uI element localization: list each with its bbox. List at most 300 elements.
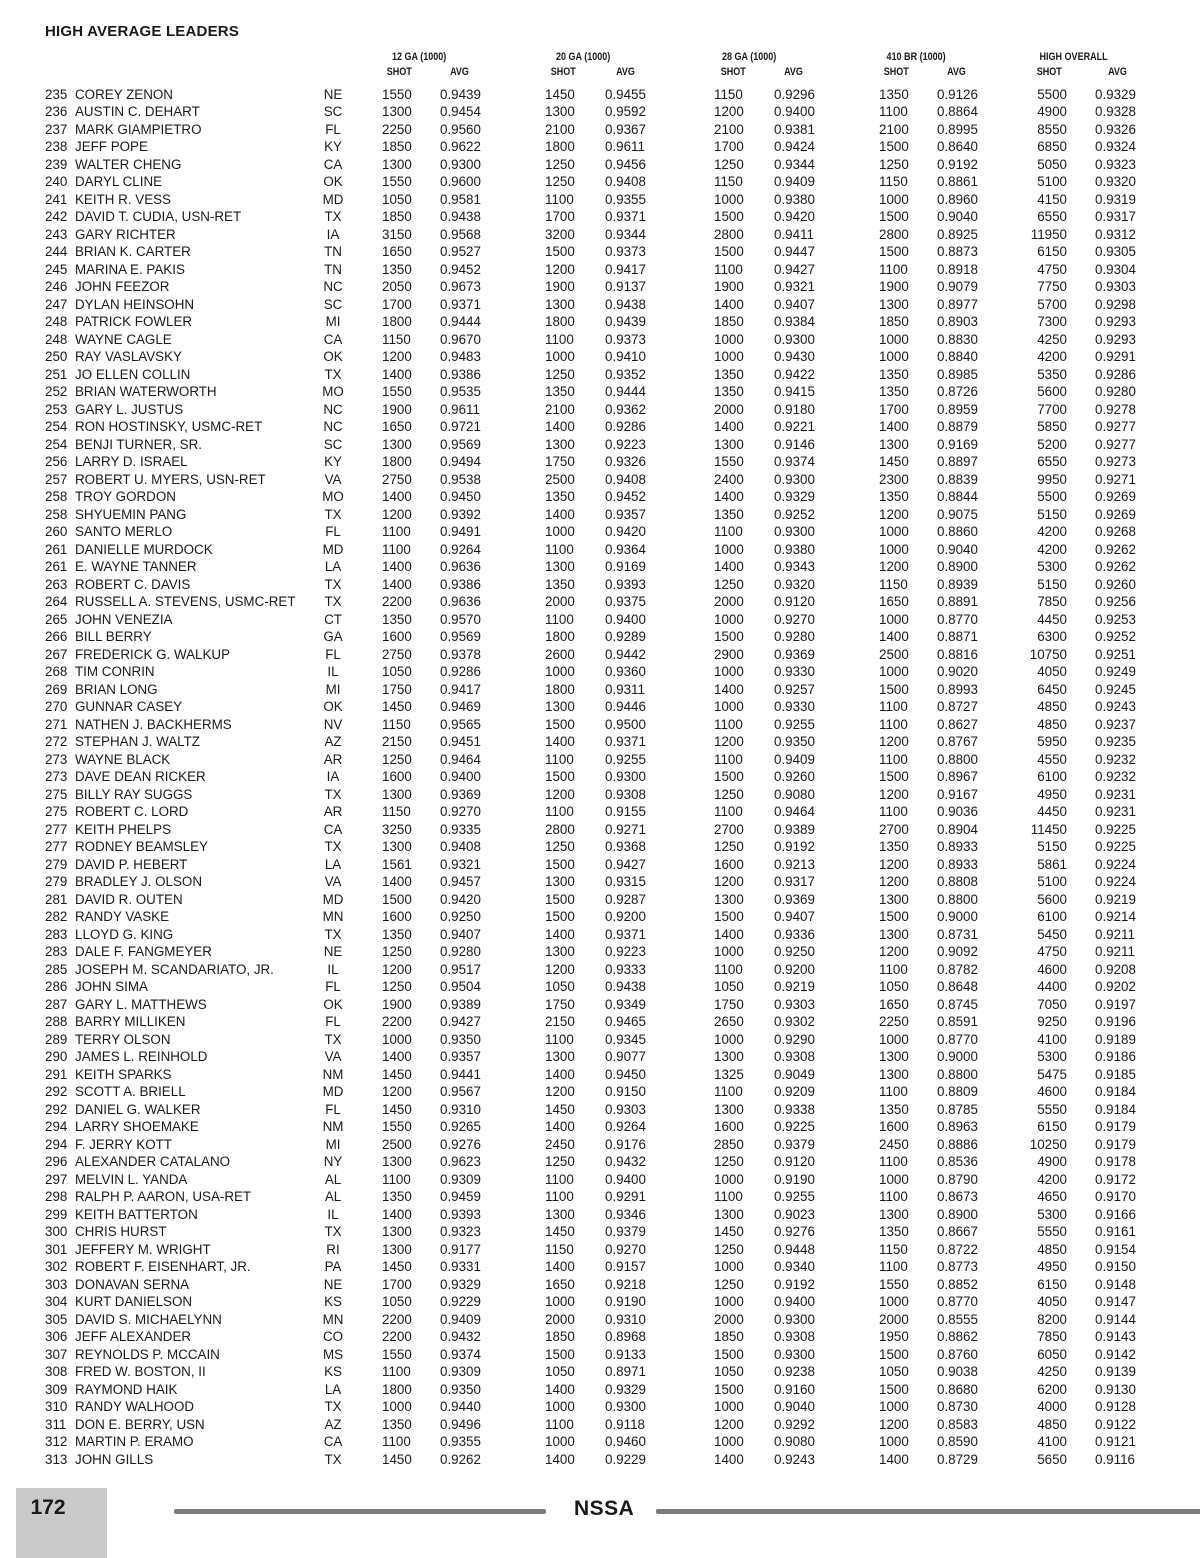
- shot-28ga: 1600: [714, 856, 744, 872]
- shot-high-overall: 4850: [1037, 716, 1067, 732]
- shot-410br: 1200: [879, 559, 909, 574]
- shot-12ga: 2050: [382, 279, 412, 294]
- shot-28ga: 2900: [714, 646, 744, 662]
- shot-high-overall: 6550: [1037, 454, 1067, 469]
- shot-high-overall: 4750: [1037, 944, 1067, 959]
- state-code: OK: [323, 349, 343, 364]
- shot-410br: 1000: [879, 541, 909, 557]
- avg-20ga: 0.9438: [605, 979, 646, 994]
- state-code: FL: [325, 524, 341, 539]
- shot-28ga: 1850: [714, 1329, 744, 1344]
- shot-high-overall: 4400: [1037, 979, 1067, 994]
- shot-20ga: 1500: [545, 856, 575, 872]
- state-code: GA: [323, 629, 343, 644]
- shot-28ga: 1300: [714, 436, 744, 452]
- shot-20ga: 1000: [545, 664, 575, 679]
- shooter-name: DAVID T. CUDIA, USN-RET: [75, 209, 242, 224]
- state-code: TX: [324, 209, 342, 224]
- shot-20ga: 1850: [545, 1329, 575, 1344]
- shot-12ga: 1350: [382, 1189, 412, 1204]
- avg-20ga: 0.9410: [605, 349, 646, 364]
- avg-20ga: 0.9218: [605, 1276, 646, 1292]
- table-row: [0, 681, 1200, 699]
- shot-high-overall: 5475: [1037, 1066, 1067, 1082]
- shot-20ga: 1000: [545, 1399, 575, 1414]
- rank: 253: [45, 401, 68, 417]
- avg-12ga: 0.9408: [440, 839, 481, 854]
- shot-20ga: 1300: [545, 296, 575, 312]
- avg-high-overall: 0.9271: [1095, 471, 1136, 487]
- shot-20ga: 2100: [545, 121, 575, 137]
- shot-410br: 2450: [879, 1136, 909, 1152]
- rank: 251: [45, 366, 68, 382]
- table-row: [0, 1171, 1200, 1189]
- avg-410br: 0.8871: [937, 629, 978, 644]
- rank: 248: [45, 314, 68, 329]
- avg-high-overall: 0.9317: [1095, 209, 1136, 224]
- avg-high-overall: 0.9225: [1095, 839, 1136, 854]
- shot-28ga: 2100: [714, 121, 744, 137]
- avg-high-overall: 0.9231: [1095, 804, 1136, 819]
- shooter-name: E. WAYNE TANNER: [75, 559, 197, 574]
- avg-20ga: 0.9271: [605, 821, 646, 837]
- shot-28ga: 1400: [714, 681, 744, 697]
- state-code: RI: [326, 1241, 340, 1257]
- shot-28ga: 1250: [714, 1241, 744, 1257]
- avg-28ga: 0.9238: [774, 1364, 815, 1379]
- avg-high-overall: 0.9178: [1095, 1154, 1136, 1169]
- shooter-name: SANTO MERLO: [75, 524, 173, 539]
- shot-12ga: 1800: [382, 314, 412, 329]
- shot-20ga: 1800: [545, 139, 575, 154]
- avg-28ga: 0.9424: [774, 139, 815, 154]
- shot-high-overall: 4650: [1037, 1189, 1067, 1204]
- rank: 290: [45, 1049, 68, 1064]
- avg-28ga: 0.9464: [774, 804, 815, 819]
- avg-12ga: 0.9491: [440, 524, 481, 539]
- avg-high-overall: 0.9166: [1095, 1206, 1136, 1222]
- table-row: [0, 383, 1200, 401]
- shot-20ga: 1100: [545, 804, 574, 819]
- shot-20ga: 1100: [545, 751, 574, 767]
- avg-28ga: 0.9250: [774, 944, 815, 959]
- avg-28ga: 0.9330: [774, 699, 815, 714]
- shot-410br: 1300: [879, 436, 909, 452]
- avg-20ga: 0.9200: [605, 909, 646, 924]
- rank: 254: [45, 419, 68, 434]
- shooter-name: JO ELLEN COLLIN: [75, 366, 191, 382]
- table-row: [0, 926, 1200, 944]
- avg-28ga: 0.9303: [774, 996, 815, 1012]
- shot-high-overall: 6150: [1037, 244, 1067, 259]
- avg-12ga: 0.9568: [440, 226, 481, 242]
- rank: 312: [45, 1434, 68, 1449]
- avg-12ga: 0.9386: [440, 576, 481, 592]
- avg-12ga: 0.9569: [440, 436, 481, 452]
- shot-410br: 1000: [879, 1171, 909, 1187]
- shot-410br: 1300: [879, 1049, 909, 1064]
- shot-20ga: 1300: [545, 104, 575, 119]
- shot-12ga: 1250: [382, 751, 412, 767]
- shot-12ga: 1600: [382, 769, 412, 784]
- shot-410br: 1300: [879, 891, 909, 907]
- shot-high-overall: 7700: [1037, 401, 1067, 417]
- shot-high-overall: 5150: [1037, 576, 1067, 592]
- table-row: [0, 103, 1200, 121]
- state-code: CO: [322, 1329, 344, 1344]
- avg-20ga: 0.9264: [605, 1119, 646, 1134]
- table-row: [0, 1258, 1200, 1276]
- avg-28ga: 0.9120: [774, 1154, 815, 1169]
- shot-28ga: 1200: [714, 874, 744, 889]
- avg-12ga: 0.9483: [440, 349, 481, 364]
- avg-28ga: 0.9447: [774, 244, 815, 259]
- state-code: MD: [322, 891, 344, 907]
- shot-high-overall: 6150: [1037, 1119, 1067, 1134]
- shot-410br: 1200: [879, 874, 909, 889]
- shot-20ga: 1300: [545, 1206, 575, 1222]
- avg-high-overall: 0.9291: [1095, 349, 1136, 364]
- shooter-name: BILL BERRY: [75, 629, 152, 644]
- shot-high-overall: 4750: [1037, 261, 1067, 277]
- avg-410br: 0.8591: [937, 1014, 978, 1029]
- shot-20ga: 1100: [545, 331, 574, 347]
- shot-410br: 1100: [879, 1259, 908, 1274]
- avg-high-overall: 0.9179: [1095, 1119, 1136, 1134]
- avg-high-overall: 0.9147: [1095, 1294, 1136, 1309]
- shot-20ga: 1500: [545, 716, 575, 732]
- state-code: KY: [324, 454, 342, 469]
- shot-410br: 1100: [879, 1189, 908, 1204]
- shot-high-overall: 5500: [1037, 489, 1067, 504]
- shot-20ga: 1250: [545, 366, 575, 382]
- shot-20ga: 1300: [545, 874, 575, 889]
- avg-high-overall: 0.9211: [1095, 944, 1135, 959]
- shot-20ga: 1300: [545, 1049, 575, 1064]
- shot-12ga: 1000: [382, 1399, 412, 1414]
- shot-high-overall: 10250: [1029, 1136, 1067, 1152]
- shot-410br: 1000: [879, 1294, 909, 1309]
- shot-28ga: 1400: [714, 419, 744, 434]
- shooter-name: ROBERT C. LORD: [75, 804, 189, 819]
- shot-20ga: 1750: [545, 996, 575, 1012]
- avg-12ga: 0.9432: [440, 1329, 481, 1344]
- shot-28ga: 1300: [714, 1206, 744, 1222]
- shot-12ga: 1600: [382, 909, 412, 924]
- shot-28ga: 1250: [714, 576, 744, 592]
- avg-28ga: 0.9350: [774, 734, 815, 749]
- avg-410br: 0.8977: [937, 296, 978, 312]
- state-code: MD: [322, 1084, 344, 1099]
- rank: 250: [45, 349, 68, 364]
- avg-high-overall: 0.9278: [1095, 401, 1136, 417]
- rank: 279: [45, 874, 68, 889]
- rank: 291: [45, 1066, 68, 1082]
- shooter-name: BRIAN LONG: [75, 681, 158, 697]
- shooter-name: LLOYD G. KING: [75, 926, 174, 942]
- shot-410br: 1000: [879, 664, 909, 679]
- avg-12ga: 0.9440: [440, 1399, 481, 1414]
- shot-20ga: 1350: [545, 384, 575, 399]
- shot-high-overall: 4450: [1037, 611, 1067, 627]
- shooter-name: RODNEY BEAMSLEY: [75, 839, 208, 854]
- shot-12ga: 1550: [382, 86, 412, 102]
- avg-28ga: 0.9221: [774, 419, 815, 434]
- shot-410br: 1100: [879, 1084, 908, 1099]
- shot-28ga: 1150: [714, 174, 743, 189]
- shot-20ga: 1400: [545, 419, 575, 434]
- shot-20ga: 1400: [545, 506, 575, 522]
- rank: 271: [45, 716, 68, 732]
- avg-high-overall: 0.9196: [1095, 1014, 1136, 1029]
- shot-410br: 1200: [879, 856, 909, 872]
- shooter-name: GARY L. MATTHEWS: [75, 996, 207, 1012]
- state-code: NV: [323, 716, 343, 732]
- avg-20ga: 0.9450: [605, 1066, 646, 1082]
- avg-high-overall: 0.9170: [1095, 1189, 1136, 1204]
- avg-high-overall: 0.9323: [1095, 156, 1136, 172]
- rank: 307: [45, 1346, 68, 1362]
- shot-28ga: 1325: [714, 1066, 744, 1082]
- shot-12ga: 1400: [382, 366, 412, 382]
- shot-12ga: 1450: [382, 1259, 412, 1274]
- avg-20ga: 0.9176: [605, 1136, 646, 1152]
- shot-410br: 1500: [879, 139, 909, 154]
- table-row: [0, 768, 1200, 786]
- shot-410br: 2100: [879, 121, 909, 137]
- state-code: TN: [324, 261, 342, 277]
- shot-high-overall: 10750: [1029, 646, 1067, 662]
- shooter-name: JOHN VENEZIA: [75, 611, 173, 627]
- shot-28ga: 1250: [714, 1154, 744, 1169]
- shot-12ga: 1050: [382, 664, 412, 679]
- shot-20ga: 1300: [545, 699, 575, 714]
- shot-20ga: 1400: [545, 926, 575, 942]
- avg-410br: 0.8790: [937, 1171, 978, 1187]
- avg-high-overall: 0.9219: [1095, 891, 1136, 907]
- shot-410br: 2700: [879, 821, 909, 837]
- shooter-name: KEITH BATTERTON: [75, 1206, 198, 1222]
- rank: 246: [45, 279, 68, 294]
- shooter-name: STEPHAN J. WALTZ: [75, 734, 200, 749]
- shot-410br: 1700: [879, 401, 909, 417]
- shot-12ga: 1500: [382, 891, 412, 907]
- avg-12ga: 0.9355: [440, 1434, 481, 1449]
- avg-28ga: 0.9300: [774, 1311, 815, 1327]
- shooter-name: TIM CONRIN: [75, 664, 155, 679]
- shot-header-20ga: SHOT: [550, 66, 576, 78]
- shot-28ga: 1350: [714, 384, 744, 399]
- avg-410br: 0.8785: [937, 1101, 978, 1117]
- avg-high-overall: 0.9253: [1095, 611, 1136, 627]
- shot-28ga: 1250: [714, 1276, 744, 1292]
- shot-high-overall: 5350: [1037, 366, 1067, 382]
- shot-410br: 1000: [879, 1399, 909, 1414]
- avg-28ga: 0.9160: [774, 1381, 815, 1397]
- table-row: [0, 628, 1200, 646]
- rank: 292: [45, 1084, 68, 1099]
- shot-12ga: 1300: [382, 786, 412, 802]
- shot-410br: 1600: [879, 1119, 909, 1134]
- table-row: [0, 366, 1200, 384]
- table-row: [0, 1398, 1200, 1416]
- shot-high-overall: 5600: [1037, 384, 1067, 399]
- avg-28ga: 0.9296: [774, 86, 815, 102]
- shooter-name: DAVID R. OUTEN: [75, 891, 183, 907]
- avg-high-overall: 0.9280: [1095, 384, 1136, 399]
- shot-high-overall: 6150: [1037, 1276, 1067, 1292]
- avg-28ga: 0.9276: [774, 1224, 815, 1239]
- shot-28ga: 1100: [714, 1189, 743, 1204]
- table-row: [0, 121, 1200, 139]
- table-row: [0, 1136, 1200, 1154]
- avg-12ga: 0.9329: [440, 1276, 481, 1292]
- rank: 300: [45, 1224, 68, 1239]
- rank: 299: [45, 1206, 68, 1222]
- table-row: [0, 1328, 1200, 1346]
- avg-high-overall: 0.9249: [1095, 664, 1136, 679]
- shot-28ga: 2000: [714, 1311, 744, 1327]
- shooter-name: ROBERT F. EISENHART, JR.: [75, 1259, 251, 1274]
- avg-high-overall: 0.9235: [1095, 734, 1136, 749]
- shot-28ga: 1150: [714, 86, 743, 102]
- avg-410br: 0.8730: [937, 1399, 978, 1414]
- table-row: [0, 1118, 1200, 1136]
- avg-high-overall: 0.9225: [1095, 821, 1136, 837]
- shot-20ga: 1200: [545, 261, 575, 277]
- avg-high-overall: 0.9262: [1095, 541, 1136, 557]
- state-code: AR: [323, 751, 343, 767]
- shot-12ga: 1250: [382, 979, 412, 994]
- state-code: TX: [324, 926, 342, 942]
- shot-410br: 1000: [879, 611, 909, 627]
- shot-20ga: 1350: [545, 489, 575, 504]
- footer-brand: NSSA: [574, 1497, 635, 1520]
- avg-410br: 0.8860: [937, 524, 978, 539]
- shot-20ga: 1400: [545, 1381, 575, 1397]
- shot-high-overall: 7050: [1037, 996, 1067, 1012]
- avg-28ga: 0.9255: [774, 1189, 815, 1204]
- avg-20ga: 0.9432: [605, 1154, 646, 1169]
- table-row: [0, 978, 1200, 996]
- avg-high-overall: 0.9128: [1095, 1399, 1136, 1414]
- shot-410br: 1300: [879, 296, 909, 312]
- state-code: NC: [323, 401, 343, 417]
- avg-high-overall: 0.9186: [1095, 1049, 1136, 1064]
- avg-28ga: 0.9407: [774, 909, 815, 924]
- avg-20ga: 0.9349: [605, 996, 646, 1012]
- rank: 266: [45, 629, 68, 644]
- table-row: [0, 1381, 1200, 1399]
- shooter-name: SCOTT A. BRIELL: [75, 1084, 186, 1099]
- avg-410br: 0.8640: [937, 139, 978, 154]
- shot-high-overall: 5650: [1037, 1451, 1067, 1467]
- state-code: CA: [323, 821, 343, 837]
- shot-20ga: 1100: [545, 191, 574, 207]
- avg-high-overall: 0.9224: [1095, 856, 1136, 872]
- avg-12ga: 0.9310: [440, 1101, 481, 1117]
- avg-20ga: 0.9287: [605, 891, 646, 907]
- avg-20ga: 0.9373: [605, 331, 646, 347]
- shot-28ga: 1000: [714, 1031, 744, 1047]
- shooter-name: WAYNE CAGLE: [75, 331, 172, 347]
- state-code: MD: [322, 541, 344, 557]
- shot-high-overall: 6100: [1037, 909, 1067, 924]
- avg-12ga: 0.9517: [440, 961, 481, 977]
- shot-12ga: 1100: [382, 541, 411, 557]
- rank: 275: [45, 804, 68, 819]
- avg-12ga: 0.9444: [440, 314, 481, 329]
- avg-12ga: 0.9538: [440, 471, 481, 487]
- table-row: [0, 1031, 1200, 1049]
- table-row: [0, 838, 1200, 856]
- avg-12ga: 0.9464: [440, 751, 481, 767]
- avg-410br: 0.8840: [937, 349, 978, 364]
- shot-410br: 1500: [879, 1346, 909, 1362]
- rank: 273: [45, 769, 68, 784]
- avg-high-overall: 0.9293: [1095, 331, 1136, 347]
- state-code: NC: [323, 279, 343, 294]
- avg-20ga: 0.9362: [605, 401, 646, 417]
- table-row: [0, 401, 1200, 419]
- rank: 268: [45, 664, 68, 679]
- shot-410br: 1550: [879, 1276, 909, 1292]
- avg-20ga: 0.9357: [605, 506, 646, 522]
- avg-28ga: 0.9422: [774, 366, 815, 382]
- table-row: [0, 1346, 1200, 1364]
- shot-high-overall: 5950: [1037, 734, 1067, 749]
- shooter-name: ALEXANDER CATALANO: [75, 1154, 231, 1169]
- state-code: FL: [325, 646, 341, 662]
- avg-high-overall: 0.9268: [1095, 524, 1136, 539]
- state-code: TX: [324, 576, 342, 592]
- shot-410br: 1100: [879, 961, 908, 977]
- shot-20ga: 1500: [545, 244, 575, 259]
- shot-high-overall: 4200: [1037, 524, 1067, 539]
- shot-20ga: 1100: [545, 611, 574, 627]
- shot-high-overall: 5100: [1037, 174, 1067, 189]
- shot-high-overall: 5500: [1037, 86, 1067, 102]
- avg-header-410br: AVG: [947, 66, 966, 78]
- table-row: [0, 418, 1200, 436]
- avg-high-overall: 0.9243: [1095, 699, 1136, 714]
- rank: 239: [45, 156, 68, 172]
- table-row: [0, 278, 1200, 296]
- avg-28ga: 0.9302: [774, 1014, 815, 1029]
- avg-28ga: 0.9343: [774, 559, 815, 574]
- shot-20ga: 1750: [545, 454, 575, 469]
- avg-410br: 0.9020: [937, 664, 978, 679]
- shot-28ga: 1200: [714, 1416, 744, 1432]
- rank: 267: [45, 646, 68, 662]
- group-header-28ga: 28 GA (1000): [721, 51, 777, 63]
- shot-12ga: 1450: [382, 1101, 412, 1117]
- avg-12ga: 0.9504: [440, 979, 481, 994]
- avg-410br: 0.8960: [937, 191, 978, 207]
- avg-28ga: 0.9411: [774, 226, 814, 242]
- avg-high-overall: 0.9251: [1095, 646, 1136, 662]
- shot-20ga: 1200: [545, 1084, 575, 1099]
- shot-410br: 1400: [879, 1451, 909, 1467]
- shooter-name: LARRY D. ISRAEL: [75, 454, 188, 469]
- avg-410br: 0.8852: [937, 1276, 978, 1292]
- avg-410br: 0.8726: [937, 384, 978, 399]
- shot-410br: 1650: [879, 594, 909, 609]
- avg-12ga: 0.9622: [440, 139, 481, 154]
- rank: 241: [45, 191, 68, 207]
- table-row: [0, 488, 1200, 506]
- rank: 281: [45, 891, 68, 907]
